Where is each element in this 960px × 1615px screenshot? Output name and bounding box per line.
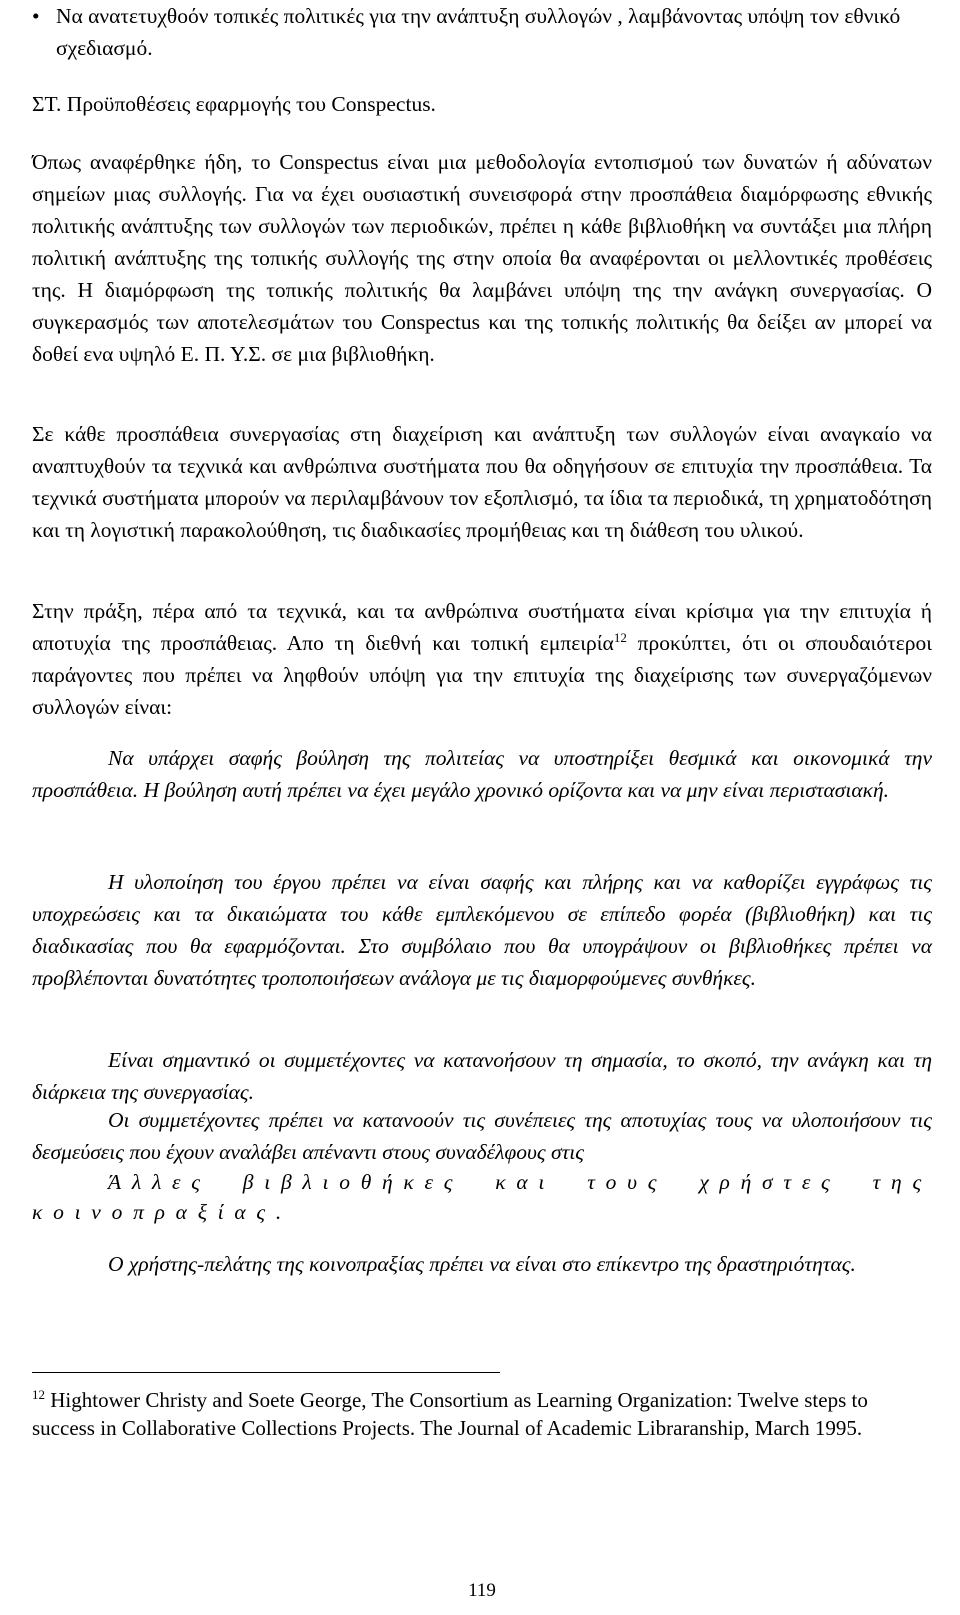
footnote xyxy=(32,1386,932,1442)
factor-item-2: Η υλοποίηση του έργου πρέπει να είναι σαφής και πλήρης και να καθορίζει εγγράφως τις υποχρεώσεις και τα δικαιώματα του κάθε εμπλεκόμενου σε επίπεδο φορέα (βιβλιοθήκη) και τις διαδικασίας που θα εφαρμόζονται. Στο συμβόλαιο που θα υπογράψουν οι βιβλιοθήκες πρέπει να προβλέπονται δυνατότητες τροποποιήσεων ανάλογα με τις διαμορφούμενες συνθήκες. xyxy=(32,870,932,990)
document-page xyxy=(32,0,932,1615)
spaced-word: και xyxy=(495,1170,556,1194)
spaced-word: βιβλιοθήκες xyxy=(242,1170,464,1194)
section-heading: ΣΤ. Προϋποθέσεις εφαρμογής του Conspectus. xyxy=(32,92,436,116)
page-number: 119 xyxy=(468,1580,496,1601)
bullet-symbol: • xyxy=(32,4,40,28)
factor-item-3: Είναι σημαντικό οι συμμετέχοντες να κατανοήσουν τη σημασία, το σκοπό, την ανάγκη και τη διάρκεια της συνεργασίας. xyxy=(32,1048,932,1104)
paragraph-practice xyxy=(32,595,932,723)
footnote-divider xyxy=(32,1372,500,1373)
factor-item-4-spaced-line xyxy=(32,1166,932,1198)
factor-item-1: Να υπάρχει σαφής βούληση της πολιτείας να υποστηρίξει θεσμικά και οικονομικά την προσπάθεια. Η βούληση αυτή πρέπει να έχει μεγάλο χρονικό ορίζοντα και να μην είναι περιστασιακή. xyxy=(32,746,932,802)
spaced-word: χρήστες xyxy=(699,1170,841,1194)
paragraph-practice-text-cont: προκύπτει, ότι οι σπουδαιότεροι παράγοντες που πρέπει να ληφθούν υπόψη για την επιτυχία της διαχείρισης των συνεργαζόμενων συλλογών είναι: xyxy=(32,631,932,719)
factor-item-5: Ο χρήστης-πελάτης της κοινοπραξίας πρέπει να είναι στο επίκεντρο της δραστηριότητας. xyxy=(108,1252,856,1276)
spaced-word: τους xyxy=(587,1170,668,1194)
spaced-word: Άλλες xyxy=(108,1170,211,1194)
footnote-reference[interactable]: 12 xyxy=(613,629,627,645)
spaced-word: της xyxy=(872,1170,932,1194)
bullet-text: Να ανατετυχθοόν τοπικές πολιτικές για την ανάπτυξη συλλογών , λαμβάνοντας υπόψη τον εθνικό σχεδιασμό. xyxy=(56,4,901,60)
factor-item-4-end: κοινοπραξίας. xyxy=(32,1200,293,1224)
factor-item-4: Οι συμμετέχοντες πρέπει να κατανοούν τις συνέπειες της αποτυχίας τους να υλοποιήσουν τις δεσμεύσεις που έχουν αναλάβει απέναντι στους συναδέλφους στις xyxy=(32,1108,932,1164)
bullet-item xyxy=(32,0,932,64)
paragraph-practice-text: Στην πράξη, πέρα από τα τεχνικά, και τα ανθρώπινα συστήματα είναι κρίσιμα για την επιτυχία ή αποτυχία της προσπάθειας. Απο τη διεθνή και τοπική εμπειρία xyxy=(32,599,932,655)
footnote-number: 12 xyxy=(32,1387,45,1402)
paragraph-conspectus: Όπως αναφέρθηκε ήδη, το Conspectus είναι μια μεθοδολογία εντοπισμού των δυνατών ή αδύνατων σημείων μιας συλλογής. Για να έχει ουσιαστική συνεισφορά στην προσπάθεια διαμόρφωσης εθνικής πολιτικής ανάπτυξης των συλλογών των περιοδικών, πρέπει η κάθε βιβλιοθήκη να συντάξει μια πλήρη πολιτική ανάπτυξης της τοπικής συλλογής της στην οποία θα αναφέρονται οι μελλοντικές προθέσεις της. Η διαμόρφωση της τοπικής πολιτικής θα λαμβάνει υπόψη της την ανάγκη συνεργασίας. Ο συγκερασμός των αποτελεσμάτων του Conspectus και της τοπικής πολιτικής θα δείξει αν μπορεί να δοθεί ενα υψηλό Ε. Π. Υ.Σ. σε μια βιβλιοθήκη. xyxy=(32,150,932,366)
paragraph-cooperation: Σε κάθε προσπάθεια συνεργασίας στη διαχείριση και ανάπτυξη των συλλογών είναι αναγκαίο να αναπτυχθούν τα τεχνικά και ανθρώπινα συστήματα που θα οδηγήσουν σε επιτυχία την προσπάθεια. Τα τεχνικά συστήματα μπορούν να περιλαμβάνουν τον εξοπλισμό, τα ίδια τα περιοδικά, τη χρηματοδότηση και τη λογιστική παρακολούθηση, τις διαδικασίες προμήθειας και τη διάθεση του υλικού. xyxy=(32,422,932,542)
footnote-text: Hightower Christy and Soete George, The Consortium as Learning Organization: Twelve steps to success in Collaborative Collections Projects. The Journal of Academic Libraranship, March 1995. xyxy=(32,1388,868,1440)
